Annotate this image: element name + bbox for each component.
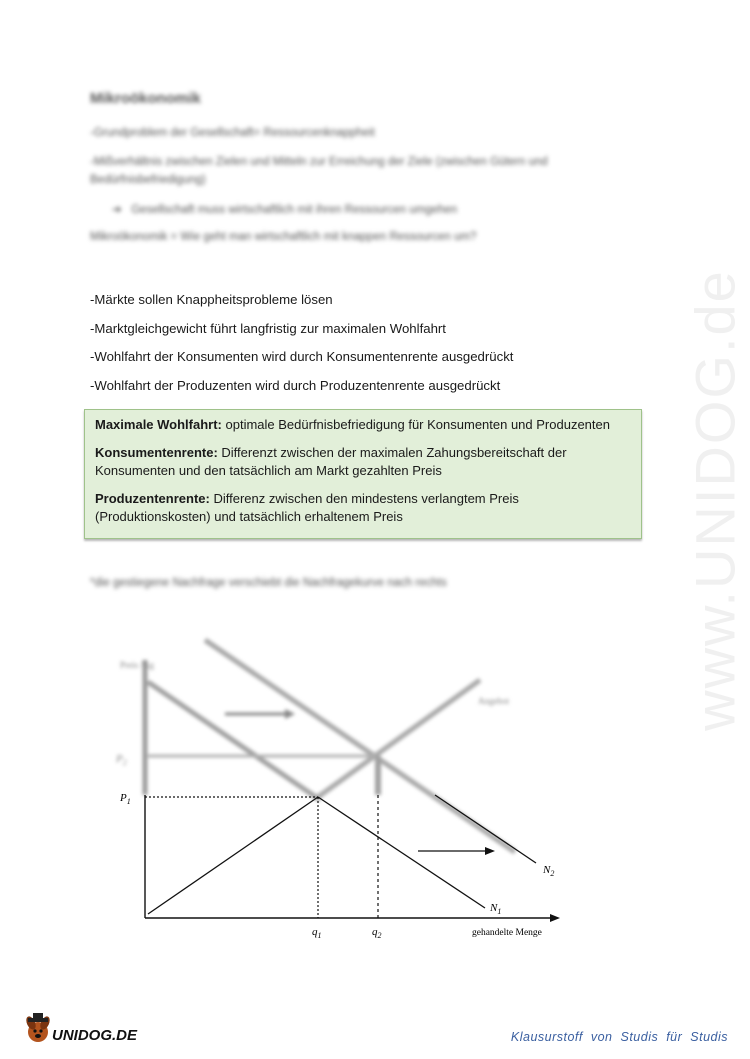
p1-label: $P_1$ [120, 792, 131, 806]
definition-text: Differenz zwischen den mindestens verlangtem Preis (Produktionskosten) und tatsächlich erhaltenem Preis [95, 490, 519, 524]
demand-1-label: $N_1$ [490, 902, 502, 916]
p2-label: $P_2$ [116, 753, 127, 767]
footer-slogan: Klausurstoff von Studis für Studis [510, 1030, 728, 1044]
supply-curve [148, 797, 318, 914]
supply-label: Angebot [478, 696, 509, 706]
blurred-line: Bedürfnisbefriedigung) [90, 174, 206, 186]
arrow-head-icon [285, 709, 295, 719]
demand-2-label: $N_2$ [543, 864, 555, 878]
bullet-item: -Wohlfahrt der Konsumenten wird durch Konsumentenrente ausgedrückt [90, 349, 514, 365]
supply-curve-upper [318, 680, 480, 797]
demand-curve-shifted-upper [205, 640, 515, 852]
definition-item [95, 490, 631, 527]
arrow-right-icon: ➔ [112, 204, 122, 216]
y-axis-label: Preis / kg [120, 660, 155, 670]
definition-text: optimale Bedürfnisbefriedigung für Konsumenten und Produzenten [221, 417, 610, 432]
x-axis-arrow-icon [550, 914, 560, 922]
unidog-logo[interactable] [22, 1010, 152, 1051]
definition-text: Differenzt zwischen der maximalen Zahungsbereitschaft der Konsumenten und den tatsächlich am Markt gezahlten Preis [95, 444, 567, 478]
watermark: www.UNIDOG.de [683, 269, 747, 731]
definition-item [95, 444, 631, 481]
chart-caption: *die gestiegene Nachfrage verschiebt die Nachfragekurve nach rechts [90, 577, 447, 589]
definition-box [84, 409, 642, 539]
blurred-line: -Grundproblem der Gesellschaft= Ressourcenknappheit [90, 127, 375, 139]
q1-label: $q_1$ [312, 926, 322, 940]
definition-term: Produzentenrente: [95, 490, 210, 506]
blurred-line: ➔ Gesellschaft muss wirtschaftlich mit ihren Ressourcen umgehen [112, 204, 458, 216]
bullet-list [90, 286, 513, 401]
definition-item [95, 416, 631, 435]
supply-demand-diagram [100, 630, 580, 950]
x-axis-label: gehandelte Menge [472, 928, 542, 938]
definition-term: Maximale Wohlfahrt: [95, 417, 222, 432]
bullet-item: -Wohlfahrt der Produzenten wird durch Produzentenrente ausgedrückt [90, 378, 501, 394]
definition-term: Konsumentenrente: [95, 444, 218, 460]
page-title: Mikroökonomik [90, 90, 201, 107]
blurred-line: Mikroökonomik = Wie geht man wirtschaftlich mit knappen Ressourcen um? [90, 231, 477, 243]
logo-text: UNIDOG.DE [52, 1027, 138, 1044]
bullet-item: -Märkte sollen Knappheitsprobleme lösen [90, 292, 333, 307]
arrow-head-icon [485, 847, 495, 855]
dog-icon [24, 1013, 51, 1042]
bullet-item: -Marktgleichgewicht führt langfristig zur maximalen Wohlfahrt [90, 320, 446, 336]
q2-label: $q_2$ [372, 926, 382, 940]
blurred-line: -Mißverhältnis zwischen Zielen und Mitteln zur Erreichung der Ziele (zwischen Gütern und [90, 156, 548, 168]
